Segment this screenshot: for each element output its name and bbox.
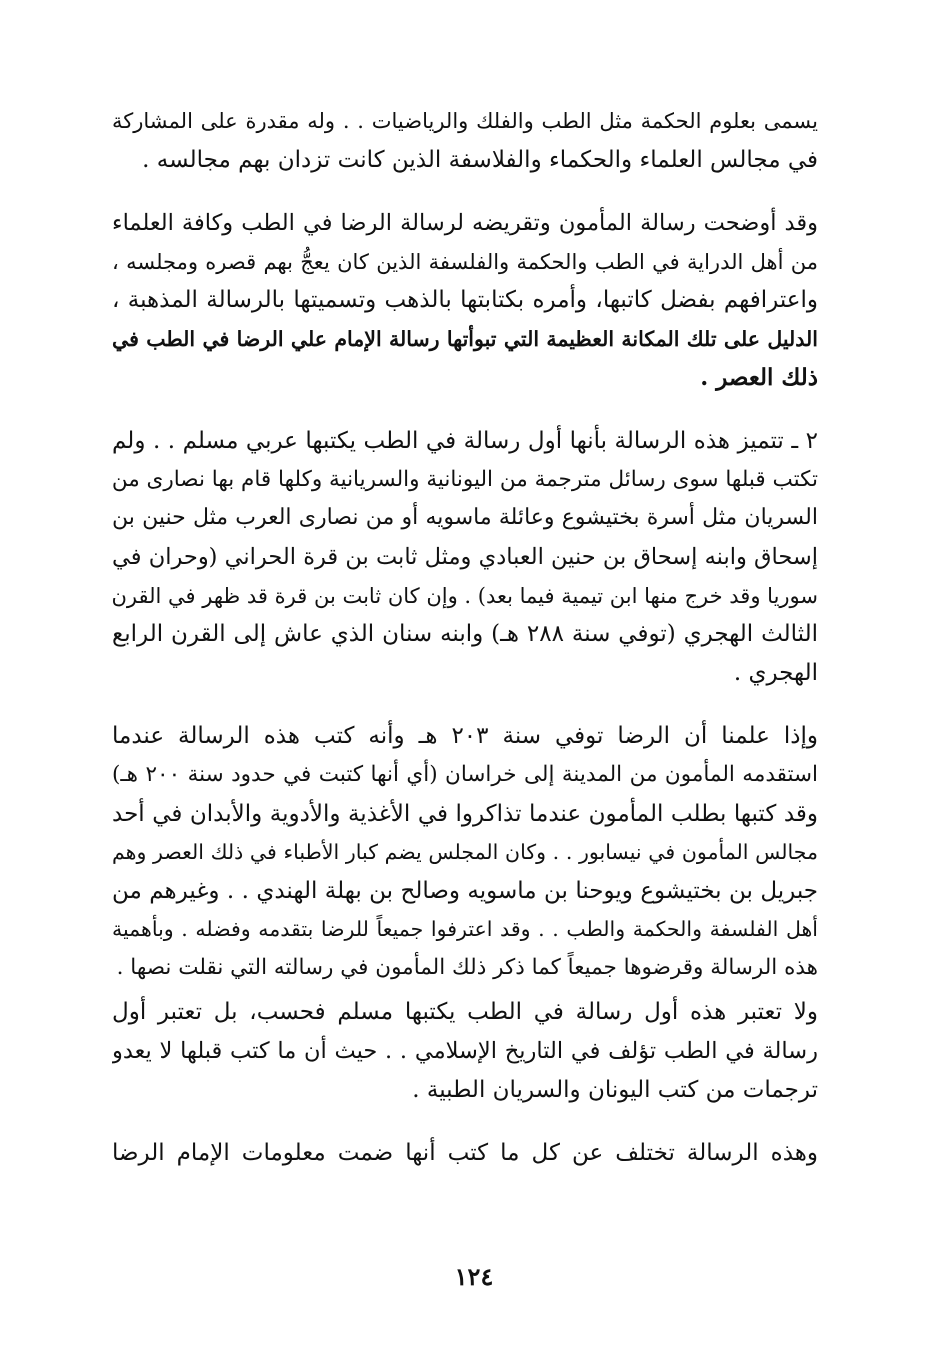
text-line: الدليل على تلك المكانة العظيمة التي تبوأتها رسالة الإمام علي الرضا في الطب في [112,326,818,351]
text-line: سوريا وقد خرج منها ابن تيمية فيما بعد) . وإن كان ثابت بن قرة قد ظهر في القرن [112,583,818,608]
text-line: هذه الرسالة وقرضوها جميعاً كما ذكر ذلك المأمون في رسالته التي نقلت نصها . [116,954,818,980]
text-line: مجالس المأمون في نيسابور . . وكان المجلس يضم كبار الأطباء في ذلك العصر وهم [112,840,818,865]
text-line: يسمى بعلوم الحكمة مثل الطب والفلك والرياضيات . . وله مقدرة على المشاركة [112,109,818,133]
page-number: ١٢٤ [454,1262,494,1291]
text-line: من أهل الدراية في الطب والحكمة والفلسفة الذين كان يعجُّ بهم قصره ومجلسه ، [112,249,818,274]
text-line: ولا تعتبر هذه أول رسالة في الطب يكتبها مسلم فحسب، بل تعتبر أول [112,999,818,1026]
text-line: في مجالس العلماء والحكماء والفلاسفة الذين كانت تزدان بهم مجالسه . [142,146,818,173]
text-line: ترجمات من كتب اليونان والسريان الطبية . [412,1076,818,1103]
text-line: وقد أوضحت رسالة المأمون وتقريضه لرسالة الرضا في الطب وكافة العلماء [112,210,818,237]
text-line: رسالة في الطب تؤلف في التاريخ الإسلامي . . حيث أن ما كتب قبلها لا يعدو [112,1038,818,1065]
text-line: جبريل بن بختيشوع ويوحنا بن ماسويه وصالح بن بهلة الهندي . . وغيرهم من [112,877,818,904]
text-line: تكتب قبلها سوى رسائل مترجمة من اليونانية والسريانية وكلها قام بها نصارى من [112,466,818,492]
text-line: واعترافهم بفضل كاتبها، وأمره بكتابتها بالذهب وتسميتها بالرسالة المذهبة ، [112,287,818,314]
text-line: الثالث الهجري (توفي سنة ٢٨٨ هـ) وابنه سنان الذي عاش إلى القرن الرابع [112,621,818,648]
text-line: وإذا علمنا أن الرضا توفي سنة ٢٠٣ هـ وأنه كتب هذه الرسالة عندما [112,723,818,750]
text-line: إسحاق وابنه إسحاق بن حنين العبادي ومثل ثابت بن قرة الحراني (وحران في [112,543,818,570]
text-line: الهجري . [733,659,818,686]
paragraph-gap [112,692,818,717]
text-line: وقد كتبها بطلب المأمون عندما تذاكروا في الأغذية والأدوية والأبدان في أحد [112,800,818,827]
text-line: استقدمه المأمون من المدينة إلى خراسان (أي أنها كتبت في حدود سنة ٢٠٠ هـ) [112,761,818,787]
paragraph-gap [112,1109,818,1134]
paragraph-gap [112,397,818,422]
text-line: السريان مثل أسرة بختيشوع وعائلة ماسويه أو من نصارى العرب مثل حنين بن [112,505,818,531]
paragraph-gap [112,179,818,204]
text-line: ذلك العصر . [700,363,818,391]
text-line: وهذه الرسالة تختلف عن كل ما كتب أنها ضمت معلومات الإمام الرضا [112,1140,818,1167]
text-line: أهل الفلسفة والحكمة والطب . . وقد اعترفوا جميعاً للرضا بتقدمه وفضله . وبأهمية [112,917,818,942]
body-text [112,102,818,1173]
text-line: ٢ ـ تتميز هذه الرسالة بأنها أول رسالة في الطب يكتبها عربي مسلم . . ولم [112,428,818,455]
